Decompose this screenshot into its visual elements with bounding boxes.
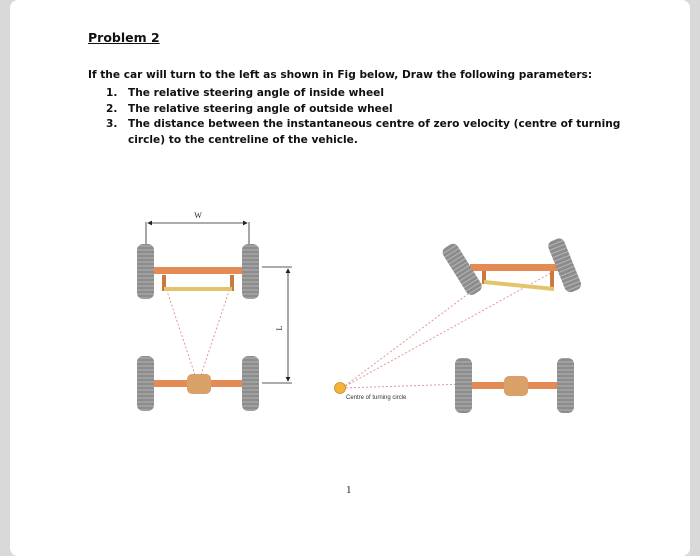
- tie-rod: [484, 282, 554, 289]
- dotted-guide-line: [198, 282, 232, 384]
- front-axle: [152, 267, 244, 274]
- rear-left-tire: [137, 356, 154, 411]
- straight-vehicle-diagram: [137, 211, 292, 411]
- dotted-guide-line: [164, 282, 198, 384]
- differential: [504, 376, 528, 396]
- length-label: L: [275, 325, 284, 331]
- list-item-text: The relative steering angle of inside wheel: [128, 87, 384, 99]
- list-item-text: The relative steering angle of outside wheel: [128, 102, 393, 115]
- rear-left-tire: [455, 358, 472, 413]
- differential: [187, 374, 211, 394]
- centre-label: Centre of turning circle: [346, 395, 407, 401]
- list-item-number: 2.: [106, 102, 118, 115]
- page-number: 1: [346, 484, 352, 496]
- turning-vehicle-diagram: [335, 237, 583, 413]
- front-right-tire: [242, 244, 259, 299]
- rear-right-tire: [557, 358, 574, 413]
- front-left-tire: [137, 244, 154, 299]
- list-item-number: 3.: [106, 118, 118, 130]
- list-item-text: The distance between the instantaneous centre of zero velocity (centre of turning circle) to the centreline of the vehicle.: [128, 118, 621, 146]
- tie-rod: [164, 287, 232, 291]
- problem-intro: If the car will turn to the left as shown in Fig below, Draw the following parameters:: [88, 69, 593, 81]
- centre-marker: [335, 383, 346, 394]
- list-item-number: 1.: [106, 87, 118, 99]
- front-axle: [470, 264, 558, 271]
- problem-title: Problem 2: [88, 30, 160, 45]
- rear-right-tire: [242, 356, 259, 411]
- width-label: W: [194, 211, 202, 220]
- dotted-guide-line: [342, 384, 466, 388]
